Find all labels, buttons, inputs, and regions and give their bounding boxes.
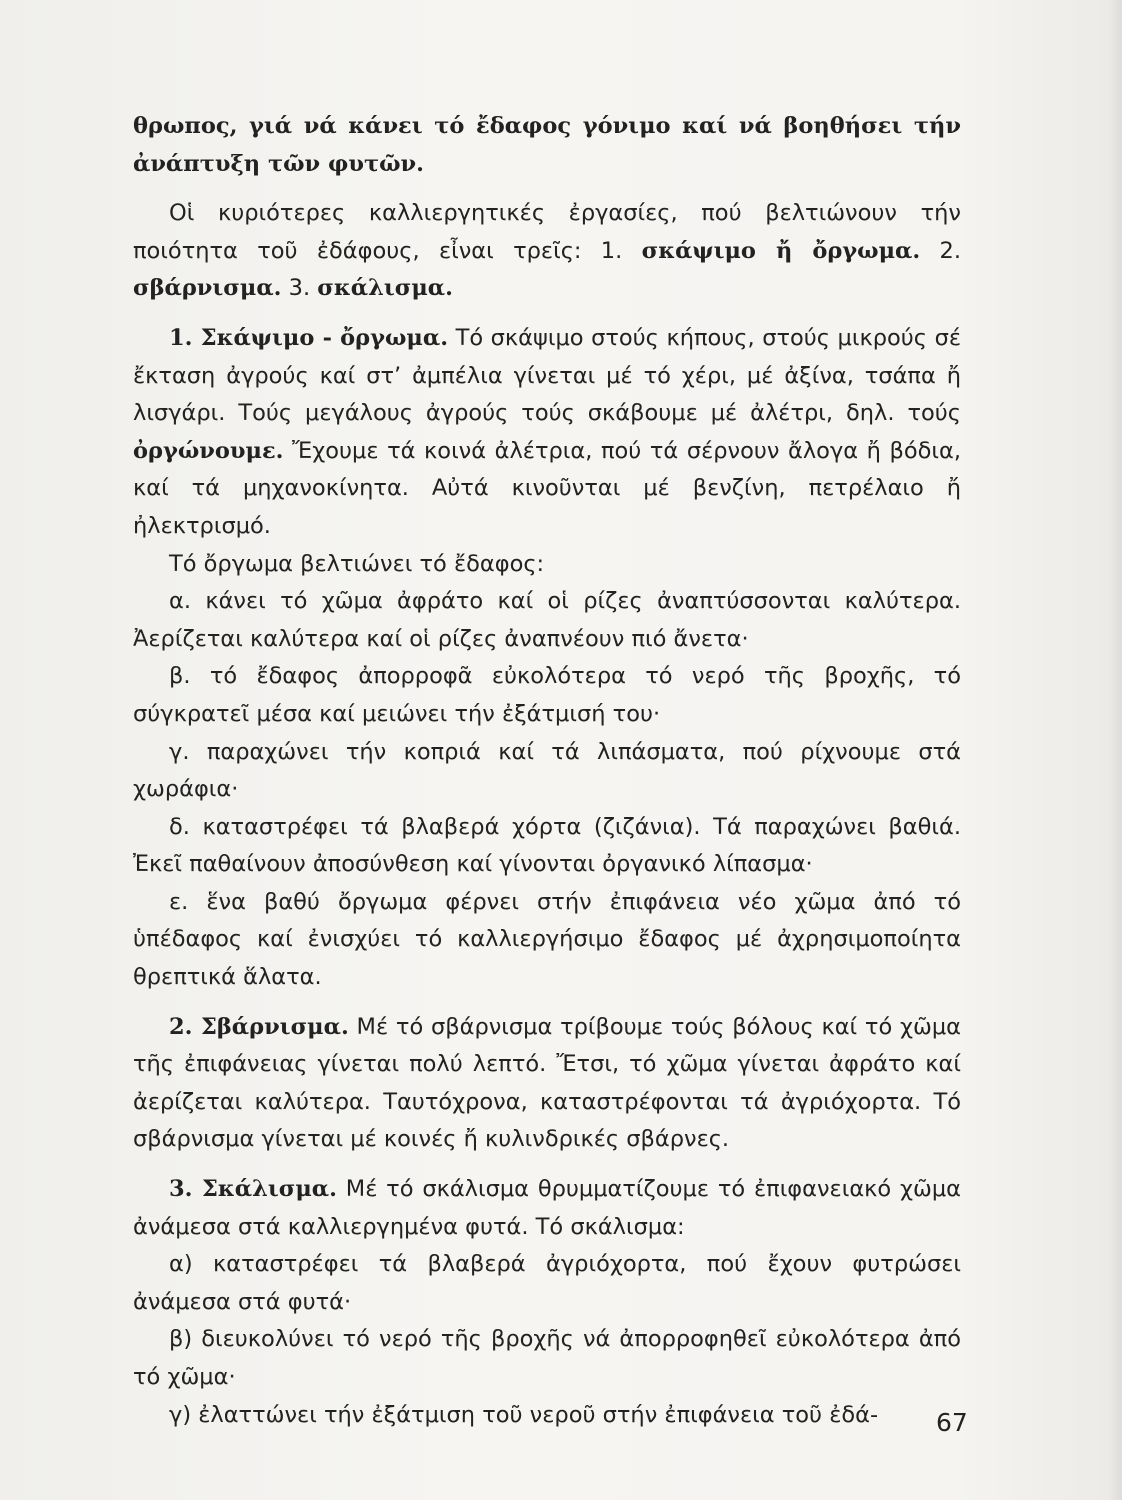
tasks-sep-1: 2. xyxy=(920,237,962,264)
section-2-heading: 2. Σβάρνισμα. xyxy=(169,1013,349,1040)
task-2: σβάρνισμα. xyxy=(133,275,282,302)
section-2-text: Μέ τό σβάρνισμα τρίβουμε τούς βόλους καί τό χῶμα τῆς ἐπιφάνειας γίνεται πολύ λεπτό. Ἔτσι, τό χῶμα γίνεται ἀφράτο καί ἀερίζεται καλύτερα. Ταυτόχρονα, καταστρέφονται τά ἀγριόχορτα. Τό σβάρνισμα γίνεται μέ κοινές ἤ κυλινδρικές σβάρνες. xyxy=(133,1013,961,1153)
task-1: σκάψιμο ἤ ὄργωμα. xyxy=(641,237,921,264)
section-1-heading: 1. Σκάψιμο - ὄργωμα. xyxy=(169,324,449,351)
page-body xyxy=(133,108,961,1434)
intro-bold: θρωπος, γιά νά κάνει τό ἔδαφος γόνιμο καί νά βοηθήσει τήν ἀνάπτυξη τῶν φυτῶν. xyxy=(133,113,961,177)
section-2-paragraph xyxy=(133,1009,961,1159)
section-3-text: Μέ τό σκάλισμα θρυμματίζουμε τό ἐπιφανειακό χῶμα ἀνάμεσα στά καλλιεργημένα φυτά. Τό σκάλισμα: xyxy=(133,1176,961,1240)
hoeing-b: β) διευκολύνει τό νερό τῆς βροχῆς νά ἀπορροφηθεῖ εὐκολότερα ἀπό τό χῶμα· xyxy=(133,1326,961,1390)
tasks-paragraph xyxy=(133,195,961,308)
hoeing-a: α) καταστρέφει τά βλαβερά ἀγριόχορτα, πού ἔχουν φυτρώσει ἀνάμεσα στά φυτά· xyxy=(133,1251,961,1315)
section-1-paragraph xyxy=(133,320,961,546)
page-number: 67 xyxy=(936,1408,968,1437)
benefits-intro: Τό ὄργωμα βελτιώνει τό ἔδαφος: xyxy=(169,550,545,577)
page-edge-shadow xyxy=(1108,0,1122,1500)
tasks-text: Οἱ κυριότερες καλλιεργητικές ἐργασίες, πού βελτιώνουν τήν ποιότητα τοῦ ἐδάφους, εἶναι τρεῖς: 1. xyxy=(133,200,961,264)
benefit-e: ε. ἕνα βαθύ ὄργωμα φέρνει στήν ἐπιφάνεια νέο χῶμα ἀπό τό ὑπέδαφος καί ἐνισχύει τό καλλιεργήσιμο ἔδαφος μέ ἀχρησιμοποίητα θρεπτικά ἅλατα. xyxy=(133,888,961,991)
intro-paragraph xyxy=(133,108,961,183)
hoeing-c: γ) ἐλαττώνει τήν ἐξάτμιση τοῦ νεροῦ στήν ἐπιφάνεια τοῦ ἐδά- xyxy=(169,1401,879,1428)
task-3: σκάλισμα. xyxy=(317,275,453,302)
section-1-bold: ὀργώνουμε. xyxy=(133,437,284,464)
benefit-b: β. τό ἔδαφος ἀπορροφᾶ εὐκολότερα τό νερό τῆς βροχῆς, τό σύγκρατεῖ μέσα καί μειώνει τήν ἐξάτμισή του· xyxy=(133,663,961,727)
section-1-text-1: Τό σκάψιμο στούς κήπους, στούς μικρούς σέ ἔκταση ἀγρούς καί στ’ ἀμπέλια γίνεται μέ τό χέρι, μέ ἀξίνα, τσάπα ἤ λισγάρι. Τούς μεγάλους ἀγρούς τούς σκάβουμε μέ ἀλέτρι, δηλ. τούς xyxy=(133,324,961,427)
benefit-a: α. κάνει τό χῶμα ἀφράτο καί οἱ ρίζες ἀναπτύσσονται καλύτερα. Ἀερίζεται καλύτερα καί οἱ ρίζες ἀναπνέουν πιό ἄνετα· xyxy=(133,588,961,652)
benefit-c: γ. παραχώνει τήν κοπριά καί τά λιπάσματα, πού ρίχνουμε στά χωράφια· xyxy=(133,738,961,803)
benefit-d: δ. καταστρέφει τά βλαβερά χόρτα (ζιζάνια). Τά παραχώνει βαθιά. Ἐκεῖ παθαίνουν ἀποσύνθεση καί γίνονται ὀργανικό λίπασμα· xyxy=(133,813,961,878)
tasks-sep-2: 3. xyxy=(281,275,318,302)
section-3-paragraph xyxy=(133,1171,961,1246)
section-3-heading: 3. Σκάλισμα. xyxy=(169,1176,337,1203)
section-1-text-2: Ἔχουμε τά κοινά ἀλέτρια, πού τά σέρνουν ἄλογα ἤ βόδια, καί τά μηχανοκίνητα. Αὐτά κινοῦνται μέ βενζίνη, πετρέλαιο ἤ ἠλεκτρισμό. xyxy=(133,437,961,539)
